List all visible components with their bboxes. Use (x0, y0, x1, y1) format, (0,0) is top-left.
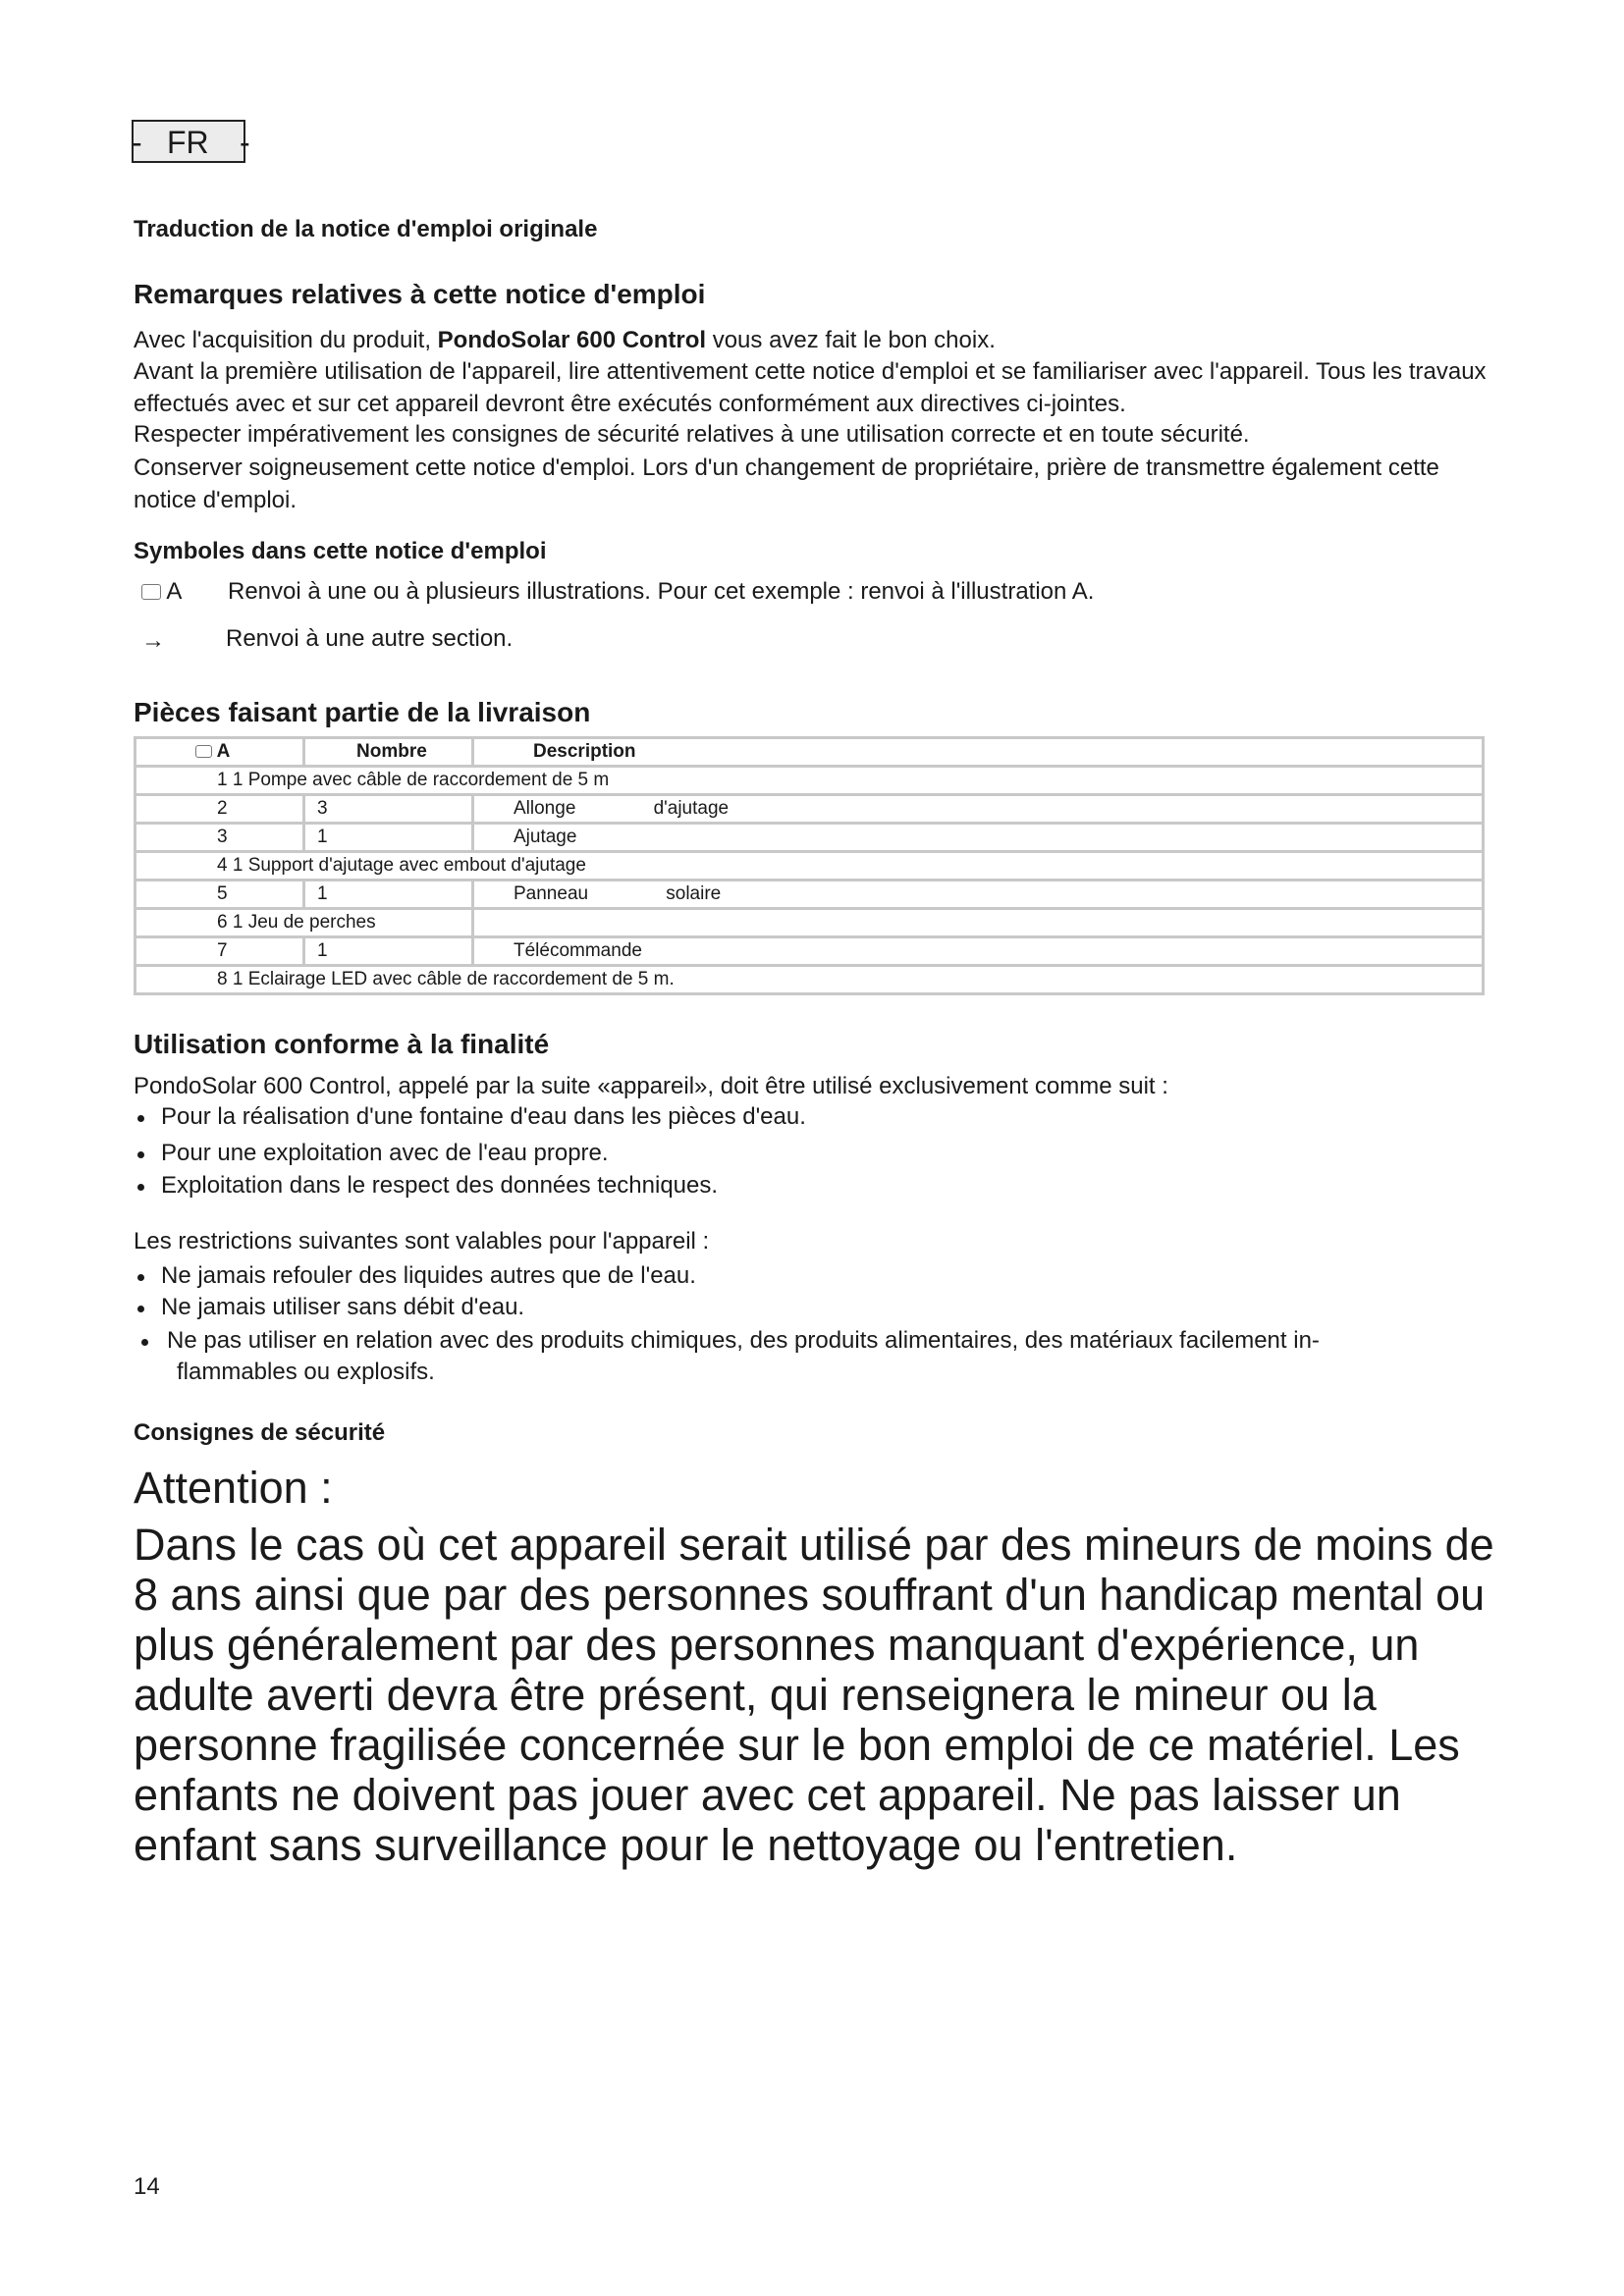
table-cell: 1 (304, 881, 473, 909)
language-code: FR (167, 125, 209, 160)
table-row (135, 909, 1484, 937)
bullet-icon (141, 1339, 148, 1346)
table-cell (473, 909, 1484, 937)
table-row (135, 966, 1484, 994)
table-cell: 8 1 Eclairage LED avec câble de raccordement de 5 m. (135, 966, 1484, 994)
table-cell: 7 (135, 937, 304, 966)
table-row (135, 795, 1484, 824)
table-cell: Télécommande (473, 937, 1484, 966)
table-cell: 1 (304, 824, 473, 852)
page-number: 14 (134, 2173, 160, 2200)
remarks-heading: Remarques relatives à cette notice d'emploi (134, 279, 706, 309)
symbol-illustration (141, 578, 182, 606)
table-row (135, 852, 1484, 881)
table-row (135, 824, 1484, 852)
table-cell: Allonge d'ajutage (473, 795, 1484, 824)
remarks-line1-post: vous avez fait le bon choix. (706, 327, 996, 353)
remarks-line1 (134, 324, 996, 356)
remarks-paragraph-2: Avant la première utilisation de l'appareil, lire attentivement cette notice d'emploi et se familiariser avec l'appareil. Tous les travaux effectués avec et sur cet appareil devront être exécutés conformément aux directives ci-jointes. (134, 358, 1487, 417)
table-cell: Panneau solaire (473, 881, 1484, 909)
illustration-box-icon (141, 584, 161, 600)
product-name: PondoSolar 600 Control (437, 327, 707, 353)
column-header-description: Description (473, 738, 1484, 767)
illustration-box-icon (195, 745, 212, 758)
table-row (135, 937, 1484, 966)
language-tag (132, 120, 250, 163)
table-row (135, 881, 1484, 909)
usage-intro: PondoSolar 600 Control, appelé par la suite «appareil», doit être utilisé exclusivement comme suit : (134, 1073, 1168, 1099)
table-cell: 6 1 Jeu de perches (135, 909, 473, 937)
column-header-a: A (135, 738, 304, 767)
bullet-icon (137, 1306, 144, 1312)
table-cell: 4 1 Support d'ajutage avec embout d'ajutage (135, 852, 1484, 881)
remarks-paragraph-4: Conserver soigneusement cette notice d'emploi. Lors d'un changement de propriétaire, prière de transmettre également cette notice d'emploi. (134, 454, 1439, 513)
symbol-illustration-text: Renvoi à une ou à plusieurs illustrations. Pour cet exemple : renvoi à l'illustration A. (228, 578, 1095, 605)
document-title: Traduction de la notice d'emploi originale (134, 216, 598, 242)
parts-table-header (135, 738, 1484, 767)
table-cell: 3 (135, 824, 304, 852)
bullet-icon (137, 1184, 144, 1191)
language-tag-right-dash: - (240, 125, 250, 160)
table-cell: 1 1 Pompe avec câble de raccordement de 5 m (135, 767, 1484, 795)
symbol-illustration-letter: A (166, 578, 183, 605)
remarks-paragraph-3: Respecter impérativement les consignes de sécurité relatives à une utilisation correcte et en toute sécurité. (134, 421, 1250, 448)
safety-heading: Consignes de sécurité (134, 1419, 386, 1446)
column-header-nombre: Nombre (304, 738, 473, 767)
table-cell: Ajutage (473, 824, 1484, 852)
parts-table (134, 736, 1485, 995)
table-row (135, 767, 1484, 795)
table-cell: 5 (135, 881, 304, 909)
symbols-heading: Symboles dans cette notice d'emploi (134, 538, 547, 564)
bullet-icon (137, 1151, 144, 1158)
table-cell: 2 (135, 795, 304, 824)
usage-heading: Utilisation conforme à la finalité (134, 1029, 550, 1059)
symbol-arrow-text: Renvoi à une autre section. (226, 625, 514, 652)
restrictions-intro: Les restrictions suivantes sont valables pour l'appareil : (134, 1228, 710, 1255)
remarks-line1-pre: Avec l'acquisition du produit, (134, 327, 438, 353)
attention-label: Attention : (134, 1463, 333, 1513)
parts-heading: Pièces faisant partie de la livraison (134, 697, 591, 727)
table-cell: 3 (304, 795, 473, 824)
arrow-icon: → (141, 627, 165, 654)
table-cell: 1 (304, 937, 473, 966)
bullet-icon (137, 1115, 144, 1122)
language-tag-left-dash: - (132, 125, 142, 160)
bullet-icon (137, 1274, 144, 1281)
safety-warning: Dans le cas où cet appareil serait utilisé par des mineurs de moins de 8 ans ainsi que par des personnes souffrant d'un handicap mental ou plus généralement par des personnes manquant d'expérience, un adulte averti devra être présent, qui renseignera le mineur ou la personne fragilisée concernée sur le bon emploi de ce matériel. Les enfants ne doivent pas jouer avec cet appareil. Ne pas laisser un enfant sans surveillance pour le nettoyage ou l'entretien. (134, 1520, 1494, 1870)
